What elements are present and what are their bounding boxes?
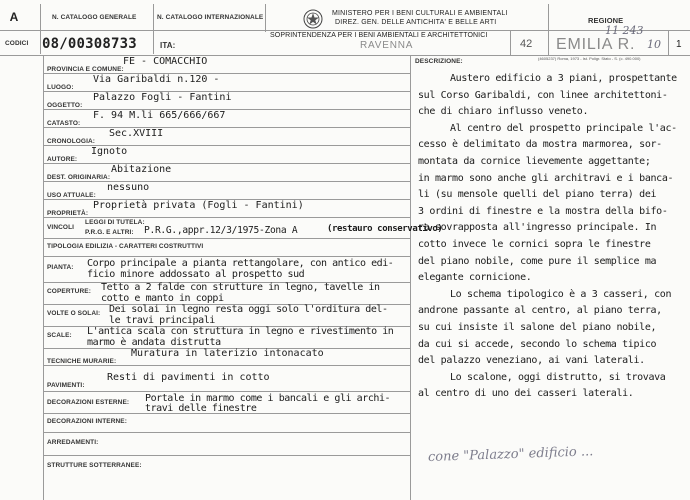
descrizione-line: sul Corso Garibaldi, con linee architettoni- — [418, 89, 668, 101]
descrizione-line: Lo schema tipologico è a 3 casseri, con — [450, 288, 672, 300]
regione-number: 1 — [676, 39, 682, 50]
codici-label: CODICI — [5, 40, 29, 47]
dest-value: Abitazione — [111, 164, 172, 175]
catalogo-generale-label: N. CATALOGO GENERALE — [52, 14, 137, 21]
descrizione-line: li (su mensole quelli del piano terra) dei — [418, 189, 657, 201]
regione-handwritten-note: 11 243 — [605, 24, 644, 37]
prg-label: P.R.G. E ALTRI: — [85, 229, 134, 236]
volte-line-1: Dei solai in legno resta oggi solo l'orditura del- — [109, 304, 388, 315]
descrizione-line: del piano nobile, come pure il semplice ma — [418, 255, 657, 267]
cronologia-label: CRONOLOGIA: — [47, 138, 96, 145]
ministry-line-2: DIREZ. GEN. DELLE ANTICHITA' E BELLE ARTI — [335, 19, 497, 26]
descrizione-line: montata da cornice lievemente aggettante; — [418, 155, 651, 167]
field-proprieta — [47, 200, 304, 220]
oggetto-label: OGGETTO: — [47, 102, 83, 109]
descrizione-line: 3 ordini di finestre e la mostra della bifo- — [418, 205, 668, 217]
leggi-label: LEGGI DI TUTELA: — [85, 219, 145, 226]
oggetto-value: Palazzo Fogli - Fantini — [93, 92, 232, 103]
dec-esterne-line-2: travi delle finestre — [145, 403, 257, 414]
uso-value: nessuno — [107, 182, 150, 193]
ministry-line-1: MINISTERO PER I BENI CULTURALI E AMBIENTALI — [332, 10, 508, 17]
tecniche-label: TECNICHE MURARIE: — [47, 358, 117, 365]
tecniche-value: Muratura in laterizio intonacato — [131, 348, 324, 359]
scale-line-1: L'antica scala con struttura in legno e rivestimento in — [87, 326, 394, 337]
proprieta-value: Proprietà privata (Fogli - Fantini) — [93, 200, 304, 211]
vincoli-label: VINCOLI — [47, 224, 75, 231]
descrizione-line: Austero edificio a 3 piani, prospettante — [450, 73, 677, 84]
pianta-label: PIANTA: — [47, 264, 74, 271]
descrizione-line: del palazzo veneziano, ai vani laterali. — [418, 355, 645, 367]
pianta-line-2: ficio minore addossato al prospetto sud — [87, 269, 305, 280]
field-oggetto — [47, 92, 232, 112]
autore-value: Ignoto — [91, 146, 128, 157]
descrizione-text — [418, 71, 688, 403]
scale-line-2: marmo è andata distrutta — [87, 337, 221, 348]
field-pavimenti — [47, 372, 270, 392]
dec-interne-label: DECORAZIONI INTERNE: — [47, 418, 127, 425]
provincia-value: FE - COMACCHIO — [123, 56, 208, 67]
field-destinazione — [47, 164, 172, 184]
cronologia-value: Sec.XVIII — [109, 128, 164, 139]
descrizione-label: DESCRIZIONE: — [415, 58, 463, 65]
descrizione-line: cotto invece le cornici sopra le finestre — [418, 238, 651, 250]
handwritten-note: cone "Palazzo" edificio ... — [427, 444, 594, 465]
descrizione-line: in marmo sono anche gli architravi e i banca- — [418, 172, 674, 184]
descrizione-line: Al centro del prospetto principale l'ac- — [450, 122, 677, 134]
dest-label: DEST. ORIGINARIA: — [47, 174, 111, 181]
form-header — [0, 0, 690, 56]
soprintendenza-label: SOPRINTENDENZA PER I BENI AMBIENTALI E ARCHITETTONICI — [270, 32, 488, 39]
pianta-line-1: Corpo principale a pianta rettangolare, con antico edi- — [87, 258, 394, 269]
catasto-value: F. 94 M.li 665/666/667 — [93, 110, 226, 121]
tipologia-heading: TIPOLOGIA EDILIZIA - CARATTERI COSTRUTTIVI — [47, 243, 204, 250]
soprintendenza-stamp: RAVENNA — [360, 40, 414, 51]
field-tecniche — [47, 348, 324, 368]
descrizione-line: Lo scalone, oggi distrutto, si trovava — [450, 371, 666, 383]
volte-line-2: le travi principali — [109, 315, 215, 326]
regione-label: REGIONE — [588, 16, 624, 25]
volte-label: VOLTE O SOLAI: — [47, 310, 101, 317]
descrizione-line: androne passante al centro, al piano terra, — [418, 305, 662, 317]
field-cronologia — [47, 128, 164, 148]
descrizione-line: cesso è delimitato da mostra marmorea, sor- — [418, 139, 662, 151]
luogo-label: LUOGO: — [47, 84, 74, 91]
provincia-label: PROVINCIA E COMUNE: — [47, 66, 124, 73]
pavimenti-label: PAVIMENTI: — [47, 382, 85, 389]
descrizione-line: al centro di uno dei casseri laterali. — [418, 388, 634, 400]
catasto-label: CATASTO: — [47, 120, 81, 127]
descrizione-line: su cui insiste il salone del piano nobile, — [418, 321, 657, 333]
dec-esterne-label: DECORAZIONI ESTERNE: — [47, 399, 130, 406]
regione-value: EMILIA R. — [556, 36, 636, 53]
regione-code: 10 — [647, 38, 661, 51]
field-catasto — [47, 110, 226, 130]
pavimenti-value: Resti di pavimenti in cotto — [107, 372, 270, 383]
catalogo-generale-value: 08/00308733 — [42, 36, 137, 52]
field-vincoli — [47, 219, 443, 238]
ita-label: ITA: — [160, 41, 176, 50]
descrizione-line: da cui si accede, secondo lo schema tipico — [418, 338, 657, 350]
descrizione-line: elegante cornicione. — [418, 272, 532, 284]
luogo-value: Via Garibaldi n.120 - — [93, 74, 220, 85]
descrizione-line: che di chiaro influsso veneto. — [418, 106, 589, 118]
field-uso — [47, 182, 150, 202]
proprieta-label: PROPRIETÀ: — [47, 210, 89, 217]
strutture-label: STRUTTURE SOTTERRANEE: — [47, 462, 142, 469]
coperture-line-2: cotto e manto in coppi — [101, 293, 224, 304]
republic-emblem-icon — [302, 8, 324, 30]
dec-esterne-line-1: Portale in marmo come i bancali e gli archi- — [145, 393, 391, 404]
coperture-label: COPERTURE: — [47, 288, 91, 295]
coperture-line-1: Tetto a 2 falde con strutture in legno, tavelle in — [101, 282, 380, 293]
prg-value-note: (restauro conservativo) — [327, 224, 443, 234]
field-autore — [47, 146, 128, 166]
scale-label: SCALE: — [47, 332, 72, 339]
field-luogo — [47, 74, 220, 94]
section-letter: A — [9, 10, 19, 24]
print-note: (4605237) Roma, 1973 - Ist. Poligr. Stato - S. (c. 490.000) — [538, 56, 641, 61]
descrizione-line: ra sovrapposta all'ingresso principale. In — [418, 222, 657, 234]
catalogo-internazionale-label: N. CATALOGO INTERNAZIONALE — [157, 14, 264, 21]
arredamenti-label: ARREDAMENTI: — [47, 439, 99, 446]
soprintendenza-code: 42 — [520, 38, 533, 50]
uso-label: USO ATTUALE: — [47, 192, 96, 199]
prg-value: P.R.G.,appr.12/3/1975-Zona A — [144, 225, 298, 236]
autore-label: AUTORE: — [47, 156, 78, 163]
